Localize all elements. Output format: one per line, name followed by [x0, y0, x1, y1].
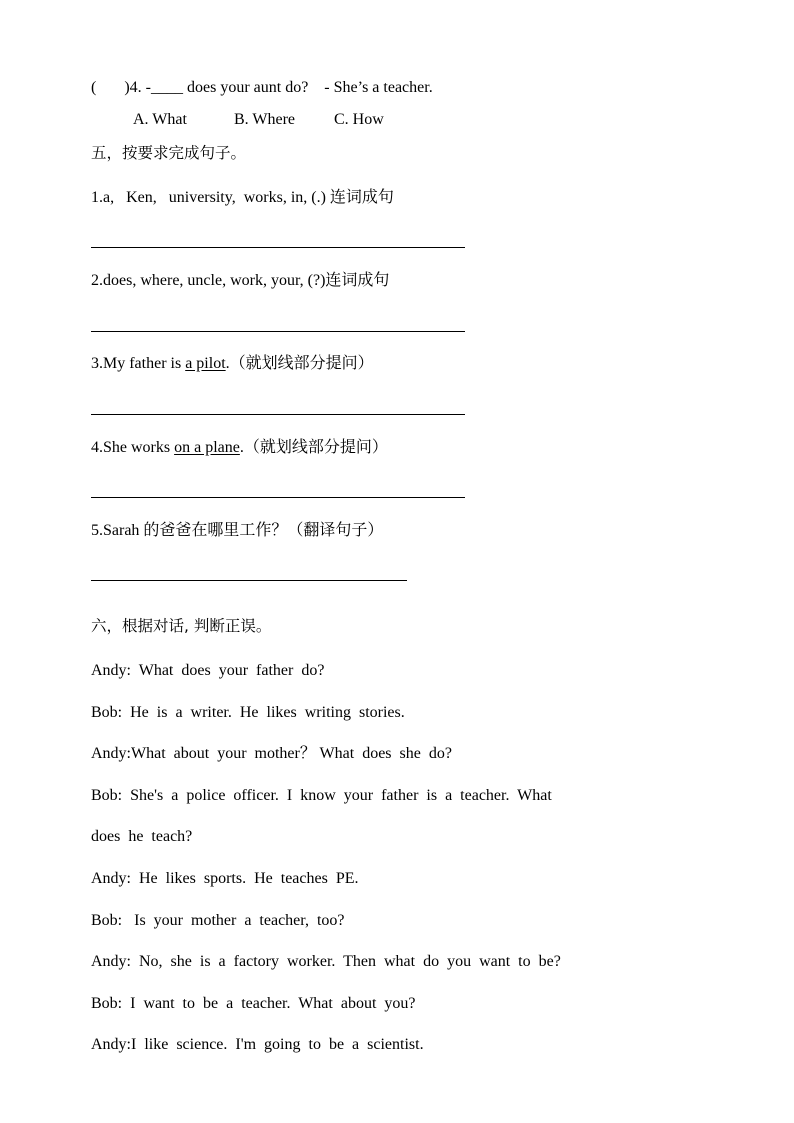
item-3-suffix: .（就划线部分提问） [225, 355, 374, 372]
option-b: B. Where [234, 111, 296, 128]
sentence-item-4 [91, 438, 388, 458]
option-a: A. What [133, 111, 187, 128]
sentence-item-5: 5.Sarah 的爸爸在哪里工作？（翻译句子） [91, 522, 384, 539]
dialogue-line: does he teach? [91, 828, 193, 845]
answer-line-4[interactable] [91, 497, 465, 498]
item-4-prefix: 4.She works [91, 439, 175, 456]
dialogue-line: Andy: He likes sports. He teaches PE. [91, 870, 359, 887]
section-5-heading: 五，按要求完成句子。 [91, 144, 247, 162]
sentence-item-3 [91, 354, 374, 374]
answer-line-2[interactable] [91, 331, 465, 332]
dialogue-line: Bob: Is your mother a teacher, too? [91, 912, 345, 929]
dialogue-line: Bob: He is a writer. He likes writing stories. [91, 704, 405, 721]
option-c: C. How [334, 111, 384, 128]
dialogue-line: Andy:What about your mother？ What does she do? [91, 745, 452, 762]
item-4-suffix: .（就划线部分提问） [239, 439, 388, 456]
item-3-prefix: 3.My father is [91, 355, 186, 372]
sentence-item-2: 2.does, where, uncle, work, your, (?)连词成句 [91, 272, 390, 289]
section-6-heading: 六，根据对话, 判断正误。 [91, 617, 272, 635]
dialogue-line: Bob: I want to be a teacher. What about you? [91, 995, 416, 1012]
answer-line-3[interactable] [91, 414, 465, 415]
answer-line-1[interactable] [91, 247, 465, 248]
question-4-stem: ( )4. -____ does your aunt do? - She’s a teacher. [91, 79, 433, 96]
dialogue-line: Andy: No, she is a factory worker. Then what do you want to be? [91, 953, 561, 970]
dialogue-line: Andy: What does your father do? [91, 662, 325, 679]
answer-line-5[interactable] [91, 580, 407, 581]
dialogue-line: Andy:I like science. I'm going to be a scientist. [91, 1036, 424, 1053]
dialogue-line: Bob: She's a police officer. I know your father is a teacher. What [91, 787, 552, 804]
item-3-underlined: a pilot [185, 355, 226, 372]
item-4-underlined: on a plane [174, 439, 240, 456]
sentence-item-1: 1.a, Ken, university, works, in, (.) 连词成句 [91, 189, 394, 206]
